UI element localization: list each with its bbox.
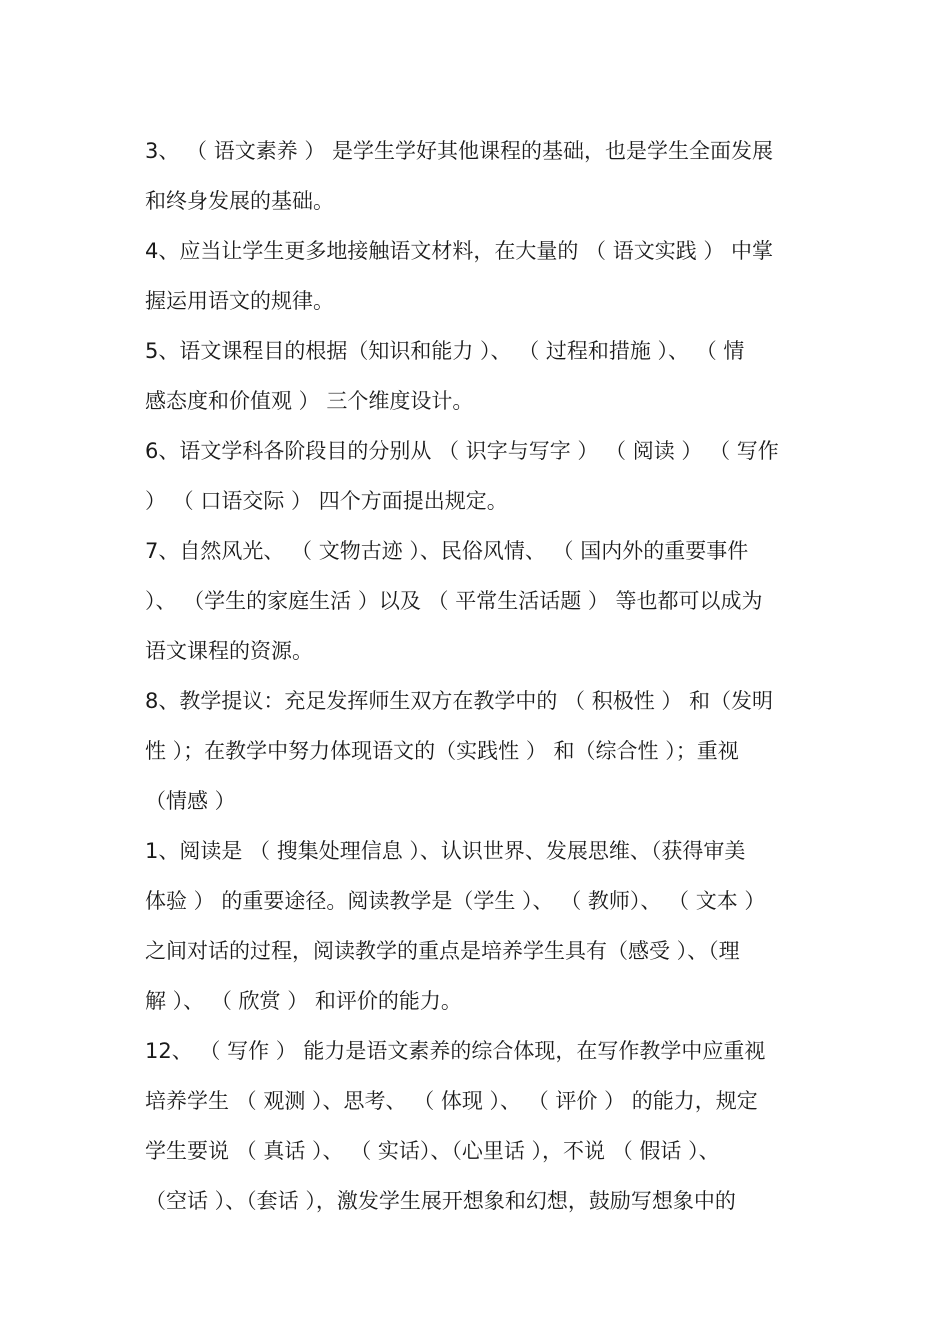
text-line: 培养学生 （ 观测 ）、思考、 （ 体现 ）、 （ 评价 ） 的能力，规定 xyxy=(145,1089,758,1113)
text-line: 语文课程的资源。 xyxy=(145,639,313,663)
text-line: （情感 ） xyxy=(145,789,236,813)
text-line: 6、语文学科各阶段目的分别从 （ 识字与写字 ） （ 阅读 ） （ 写作 xyxy=(145,439,779,463)
text-line: ） （ 口语交际 ） 四个方面提出规定。 xyxy=(145,489,508,513)
text-line: 握运用语文的规律。 xyxy=(145,289,334,313)
text-line: 体验 ） 的重要途径。阅读教学是（学生 ）、 （ 教师）、 （ 文本 ） xyxy=(145,889,766,913)
text-line: ）、 （学生的家庭生活 ）以及 （ 平常生活话题 ） 等也都可以成为 xyxy=(145,589,763,613)
text-line: 8、教学提议：充足发挥师生双方在教学中的 （ 积极性 ） 和（发明 xyxy=(145,689,774,713)
text-line: 1、阅读是 （ 搜集处理信息 ）、认识世界、发展思维、（获得审美 xyxy=(145,839,746,863)
text-line: 之间对话的过程，阅读教学的重点是培养学生具有（感受 ）、（理 xyxy=(145,939,740,963)
text-line: 感态度和价值观 ） 三个维度设计。 xyxy=(145,389,474,413)
text-line: 解 ）、 （ 欣赏 ） 和评价的能力。 xyxy=(145,989,462,1013)
text-line: （空话 ）、（套话 ），激发学生展开想象和幻想，鼓励写想象中的 xyxy=(145,1189,736,1213)
text-line: 4、应当让学生更多地接触语文材料，在大量的 （ 语文实践 ） 中掌 xyxy=(145,239,774,263)
text-line: 性 ）；在教学中努力体现语文的（实践性 ） 和（综合性 ）；重视 xyxy=(145,739,739,763)
text-line: 学生要说 （ 真话 ）、 （ 实话）、（心里话 ），不说 （ 假话 ）、 xyxy=(145,1139,720,1163)
text-line: 3、 （ 语文素养 ） 是学生学好其他课程的基础，也是学生全面发展 xyxy=(145,139,774,163)
text-line: 7、自然风光、 （ 文物古迹 ）、民俗风情、 （ 国内外的重要事件 xyxy=(145,539,749,563)
text-line: 5、语文课程目的根据（知识和能力 ）、 （ 过程和措施 ）、 （ 情 xyxy=(145,339,745,363)
document-body xyxy=(145,126,810,1226)
text-line: 和终身发展的基础。 xyxy=(145,189,334,213)
text-line: 12、 （ 写作 ） 能力是语文素养的综合体现，在写作教学中应重视 xyxy=(145,1039,766,1063)
